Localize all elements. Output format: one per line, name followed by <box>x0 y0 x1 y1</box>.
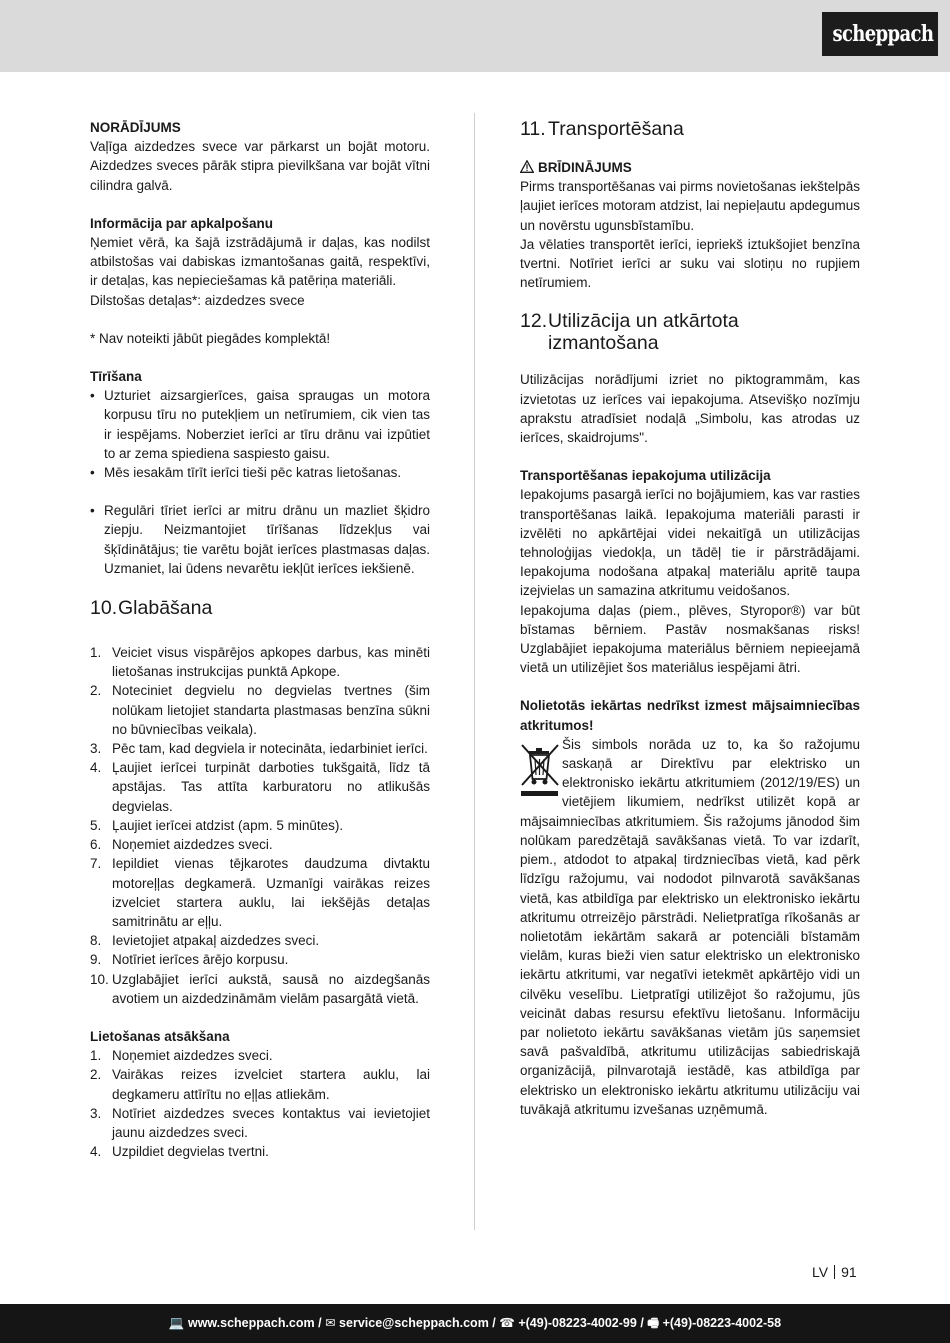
list-item: 2. Vairākas reizes izvelciet startera auklu, lai degkameru attīrītu no eļļas atliekām. <box>90 1067 430 1102</box>
list-item: 2. Noteciniet degvielu no degvielas tvertnes (šim nolūkam lietojiet standarta plastmasas benzīna sūkni no būvniecības veikala). <box>90 683 430 737</box>
column-divider <box>474 113 475 1230</box>
page-number: LV 91 <box>812 1264 857 1280</box>
mail-icon: ✉ <box>325 1316 336 1330</box>
website-link[interactable]: www.scheppach.com <box>187 1316 315 1330</box>
packaging-text-2: Iepakojuma daļas (piem., plēves, Styropor®) var būt bīstamas bērniem. Pastāv nosmakšanas risks! Uzglabājiet iepakojuma materiālus bērniem nepieejamā vietā un utilizējiet šos materiālus iespējami ātri. <box>520 602 860 676</box>
header-band <box>0 0 950 72</box>
brand-logo <box>822 12 938 56</box>
cleaning-title: Tīrīšana <box>90 369 142 385</box>
transport-heading: 11. Transportēšana <box>520 118 684 140</box>
list-item: 10. Uzglabājiet ierīci aukstā, sausā no aizdegšanās avotiem un aizdedzināmām vielām pasargātā vietā. <box>90 971 430 1006</box>
storage-heading: 10.Glabāšana <box>90 597 213 620</box>
fax-number: +(49)-08223-4002-58 <box>662 1316 782 1330</box>
list-item: 4. Uzpildiet degvielas tvertni. <box>90 1144 269 1160</box>
phone-number: +(49)-08223-4002-99 <box>518 1316 637 1330</box>
service-text: Ņemiet vērā, ka šajā izstrādājumā ir daļas, kas nodilst atbilstošas vai dabiskas izmantošanas gaitā, respektīvi, ir detaļas, kas nepieciešamas kā patēriņa materiāli. <box>90 235 430 289</box>
cleaning-list <box>90 386 430 578</box>
footnote: * Nav noteikti jābūt piegādes komplektā! <box>90 330 331 346</box>
restart-title: Lietošanas atsākšana <box>90 1028 230 1044</box>
list-item: 6. Noņemiet aizdedzes sveci. <box>90 837 273 853</box>
disposal-text: Utilizācijas norādījumi izriet no piktogrammām, kas izvietotas uz ierīces vai iepakojuma. Atsevišķo nozīmju aprakstu atradīsiet nodaļā „Simbolu, kas atrodas uz ierīces, skaidrojums". <box>520 372 860 446</box>
weee-block <box>520 735 860 1119</box>
weee-text: Šis simbols norāda uz to, ka šo ražojumu saskaņā ar Direktīvu par elektrisko un elektronisko iekārtu atkritumiem (2012/19/ES) un vietējiem likumiem, nedrīkst utilizēt kopā ar mājsaimniecības atkritumiem. Šis ražojums jānodod šim nolūkam paredzētajā savākšanas vietā. To var izdarīt, piem., atdodot to atpakaļ tirdzniecības vietā, kad pērk līdzīgu ražojumu, vai nododot pilnvarotā savākšanas vietā, kas atbildīga par elektrisko un elektronisko iekārtu atkritumu otrreizējo pārstrādi. Nelietpratīga rīkošanās ar nolietotām iekārtām sakarā ar potenciāli bīstamām vielām, kuras bieži vien satur elektrisko un elektronisko iekārtu atkritumi, var negatīvi ietekmēt apkārtējo vidi un cilvēku veselību. Lietpratīgi utilizējot šo ražojumu, jūs veicināt dabas resursu efektīvu lietošanu. Informāciju par nolietoto iekārtu savākšanas vietām jūs saņemsiet savā pašvaldībā, atkritumu utilizācijas sabiedriskajā organizācijā, pilnvarotajā iestādē, kas atbildīga par elektrisko un elektronisko iekārtu atkritumu utilizāciju vai tuvākajā atkritumu izvešanas uzņēmumā. <box>520 736 860 1117</box>
note-title: NORĀDĪJUMS <box>90 120 181 135</box>
list-item: 3. Pēc tam, kad degviela ir notecināta, iedarbiniet ierīci. <box>90 741 428 757</box>
computer-icon: 💻 <box>168 1316 185 1330</box>
footer-contact: 💻 www.scheppach.com / ✉ service@scheppach.com / ☎ +(49)-08223-4002-99 / 🖷 +(49)-08223-4002-58 <box>168 1316 782 1330</box>
disposal-heading: 12.Utilizācija un atkārtota <box>520 310 739 333</box>
list-item: 4. Ļaujiet ierīcei turpināt darboties tukšgaitā, līdz tā apstājas. Tas attīta karburatoru no atlikušās degvielas. <box>90 760 430 814</box>
wear-parts: Dilstošas detaļas*: aizdedzes svece <box>90 292 305 308</box>
warning-title: BRĪDINĀJUMS <box>520 158 860 177</box>
packaging-title: Transportēšanas iepakojuma utilizācija <box>520 468 771 484</box>
storage-list <box>90 643 430 1008</box>
list-item: • Uzturiet aizsargierīces, gaisa spraugas un motora korpusu tīru no putekļiem un netīrumiem, cik vien tas ir iespējams. Noberziet ierīci ar tīru drānu vai izpūtiet to ar zema spiediena saspiesto gaisu. <box>90 388 430 461</box>
email-link[interactable]: service@scheppach.com <box>339 1316 489 1330</box>
crossed-bin-icon <box>520 741 560 805</box>
left-column <box>90 118 430 1161</box>
list-item: 5. Ļaujiet ierīcei atdzist (apm. 5 minūtes). <box>90 817 344 833</box>
restart-list <box>90 1046 430 1161</box>
fax-icon: 🖷 <box>647 1316 660 1330</box>
warning-text-2: Ja vēlaties transportēt ierīci, iepriekš iztukšojiet benzīna tvertni. Notīriet ierīci ar suku vai slotiņu no rupjiem netīrumiem. <box>520 236 860 291</box>
right-column <box>520 118 860 1119</box>
service-title: Informācija par apkalpošanu <box>90 215 274 231</box>
list-item: • Regulāri tīriet ierīci ar mitru drānu un mazliet šķidro ziepju. Neizmantojiet tīrīšanas līdzekļus vai šķīdinātājus; tie varētu bojāt ierīces plastmasas daļas. Uzmaniet, lai ūdens nevarētu iekļūt ierīces iekšienē. <box>90 503 430 576</box>
list-item: 1. Veiciet visus vispārējos apkopes darbus, kas minēti lietošanas instrukcijas punktā Apkope. <box>90 645 430 680</box>
packaging-text-1: Iepakojums pasargā ierīci no bojājumiem, kas var rasties transportēšanas laikā. Iepakojuma materiāli parasti ir izvēlēti no apkārtējai videi nekaitīgā un utilizācijas tehnoloģijas viedokļa, un tādēļ tie ir pārstrādājami. Iepakojuma nodošana atpakaļ materiālu apritē taupa izejvielas un samazina atkritumu veidošanos. <box>520 487 860 599</box>
warning-icon <box>520 160 534 173</box>
list-item: 8. Ievietojiet atpakaļ aizdedzes sveci. <box>90 933 320 949</box>
disposal-heading-cont: izmantošana <box>548 332 659 355</box>
list-item: 9. Notīriet ierīces ārējo korpusu. <box>90 952 289 968</box>
phone-icon: ☎ <box>499 1316 515 1330</box>
list-item: 3. Notīriet aizdedzes sveces kontaktus vai ievietojiet jaunu aizdedzes sveci. <box>90 1105 430 1140</box>
list-item: 7. Iepildiet vienas tējkarotes daudzuma divtaktu motoreļļas degkamerā. Uzmanīgi vairākas reizes izvelciet startera auklu, lai iekšējās detaļas samitrinātu ar eļļu. <box>90 856 430 929</box>
list-item: 1. Noņemiet aizdedzes sveci. <box>90 1048 273 1064</box>
list-item: • Mēs iesakām tīrīt ierīci tieši pēc katras lietošanas. <box>90 465 402 481</box>
note-text: Vaļīga aizdedzes svece var pārkarst un bojāt motoru. Aizdedzes sveces pārāk stipra pievilkšana var bojāt vītni cilindra galvā. <box>90 139 430 193</box>
warning-text-1: Pirms transportēšanas vai pirms novietošanas iekštelpās ļaujiet ierīces motoram atdzist, lai nepieļautu apdegumus un novērstu ugunsbīstamību. <box>520 179 860 233</box>
brand-logo-text: scheppach <box>832 21 934 47</box>
weee-title: Nolietotās iekārtas nedrīkst izmest mājsaimniecības atkritumos! <box>520 698 860 733</box>
